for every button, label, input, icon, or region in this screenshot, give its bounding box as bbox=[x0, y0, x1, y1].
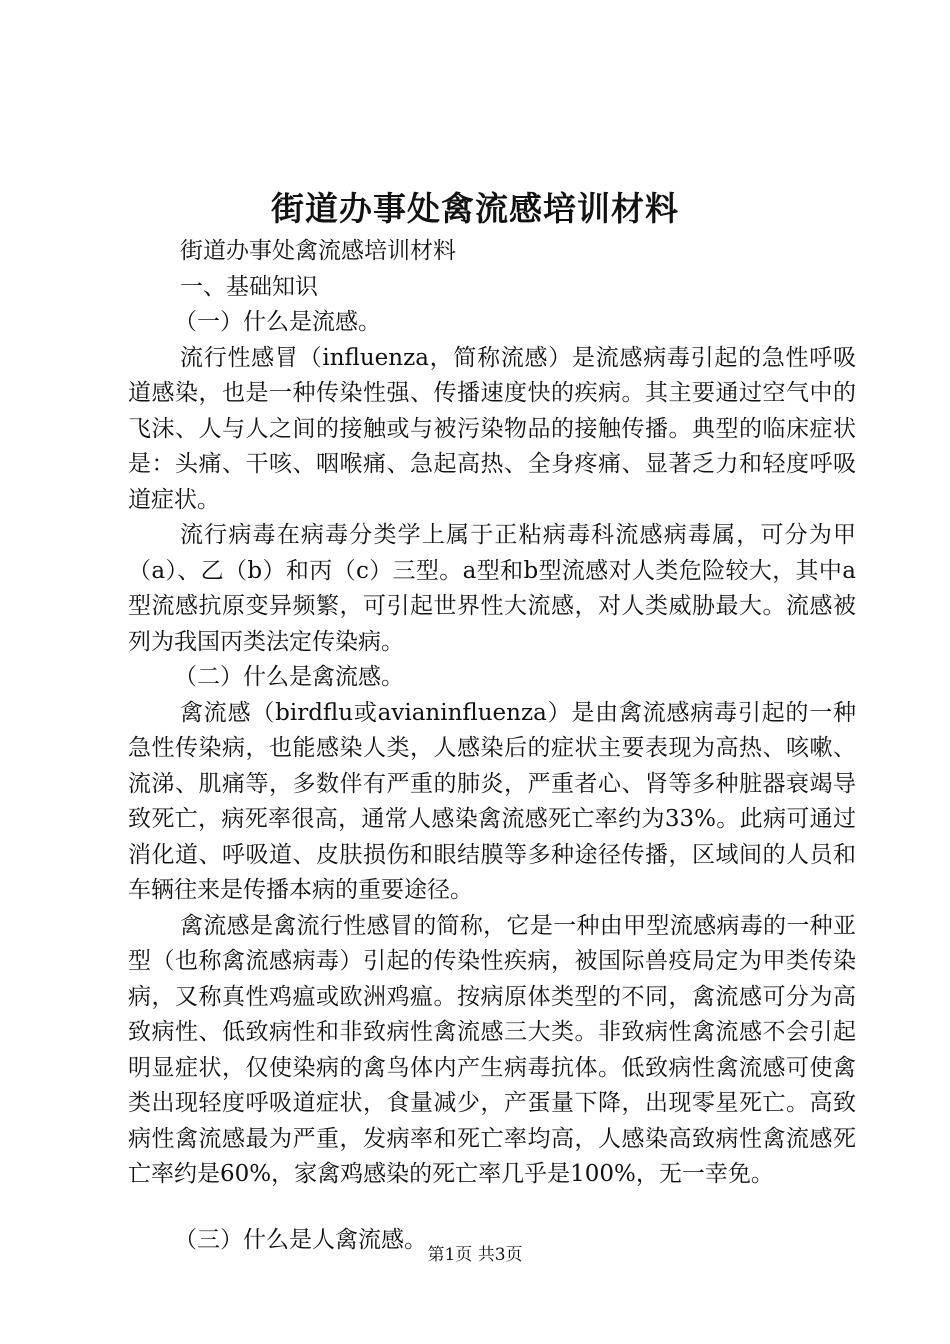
subsection-heading-avian-flu: （二）什么是禽流感。 bbox=[174, 664, 404, 690]
page-number-footer: 第1页 共3页 bbox=[427, 1245, 523, 1265]
document-title: 街道办事处禽流感培训材料 bbox=[271, 189, 679, 228]
document-body bbox=[128, 234, 856, 1258]
subtitle-line: 街道办事处禽流感培训材料 bbox=[180, 238, 456, 264]
subsection-heading-human-avian-flu: （三）什么是人禽流感。 bbox=[174, 1226, 427, 1253]
subsection-heading-flu: （一）什么是流感。 bbox=[174, 309, 381, 335]
section-heading-basics: 一、基础知识 bbox=[180, 273, 318, 300]
paragraph-avian-flu-types: 禽流感是禽流行性感冒的简称，它是一种由甲型流感病毒的一种亚型（也称禽流感病毒）引起的传染性疾病，被国际兽疫局定为甲类传染病，又称真性鸡瘟或欧洲鸡瘟。按病原体类型的不同，禽流感可分为高致病性、低致病性和非致病性禽流感三大类。非致病性禽流感不会引起明显症状，仅使染病的禽鸟体内产生病毒抗体。低致病性禽流感可使禽类出现轻度呼吸道症状，食量减少，产蛋量下降，出现零星死亡。高致病性禽流感最为严重，发病率和死亡率均高，人感染高致病性禽流感死亡率约是60%，家禽鸡感染的死亡率几乎是100%，无一幸免。 bbox=[128, 912, 856, 1187]
paragraph-spacer bbox=[128, 1193, 856, 1223]
paragraph-avian-flu-definition: 禽流感（birdflu或avianinfluenza）是由禽流感病毒引起的一种急性传染病，也能感染人类，人感染后的症状主要表现为高热、咳嗽、流涕、肌痛等，多数伴有严重的肺炎，严重者心、肾等多种脏器衰竭导致死亡，病死率很高，通常人感染禽流感死亡率约为33%。此病可通过消化道、呼吸道、皮肤损伤和眼结膜等多种途径传播，区域间的人员和车辆往来是传播本病的重要途径。 bbox=[128, 699, 856, 903]
paragraph-flu-classification: 流行病毒在病毒分类学上属于正粘病毒科流感病毒属，可分为甲（a）、乙（b）和丙（c）三型。a型和b型流感对人类危险较大，其中a型流感抗原变异频繁，可引起世界性大流感，对人类威胁最大。流感被列为我国丙类法定传染病。 bbox=[128, 522, 856, 655]
paragraph-flu-definition: 流行性感冒（influenza，简称流感）是流感病毒引起的急性呼吸道感染，也是一种传染性强、传播速度快的疾病。其主要通过空气中的飞沫、人与人之间的接触或与被污染物品的接触传播。典型的临床症状是：头痛、干咳、咽喉痛、急起高热、全身疼痛、显著乏力和轻度呼吸道症状。 bbox=[128, 344, 856, 513]
